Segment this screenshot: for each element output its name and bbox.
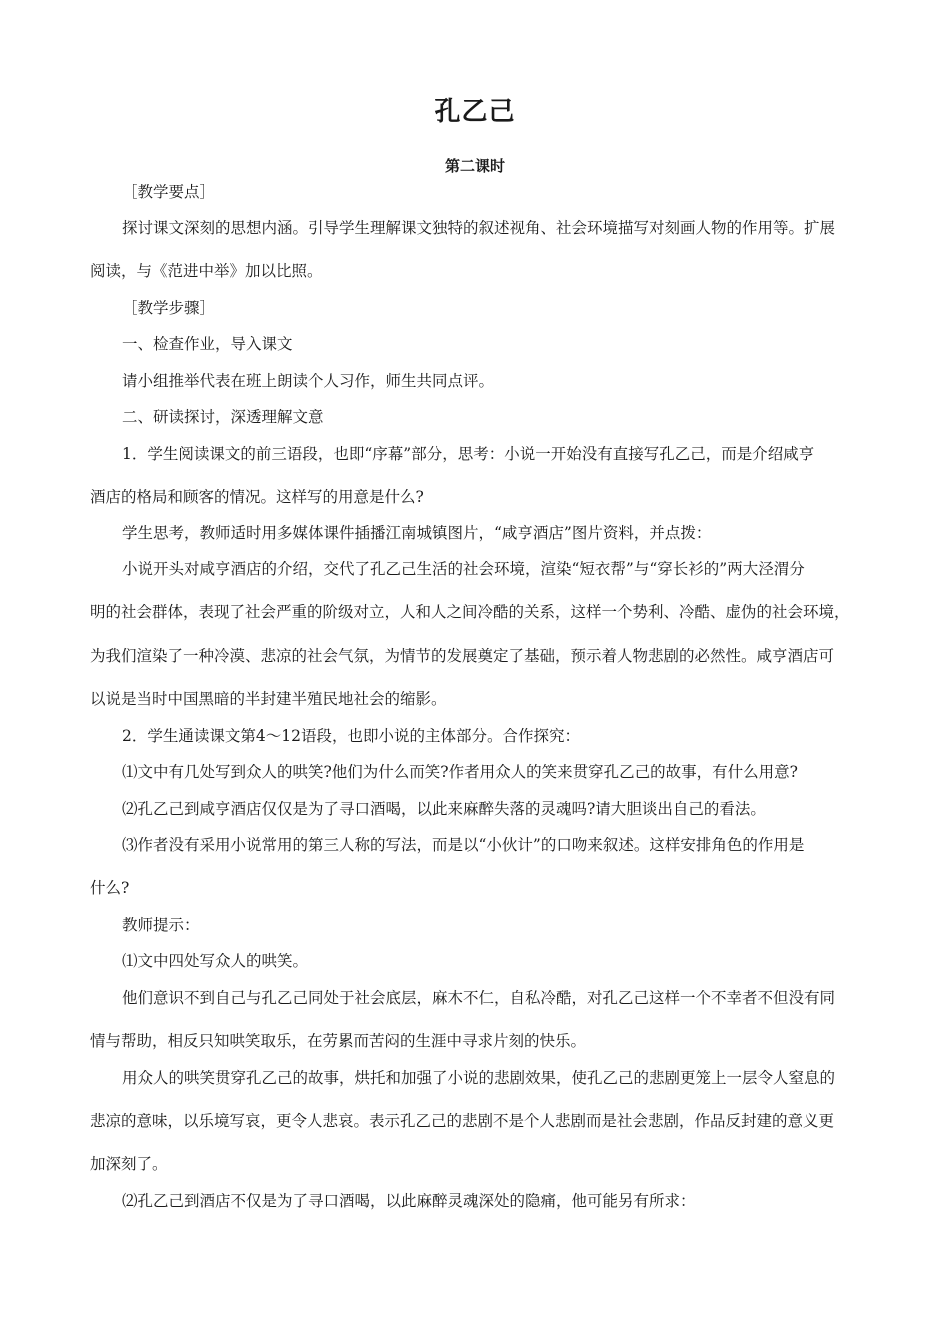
paragraph-line: 悲凉的意味，以乐境写哀，更令人悲哀。表示孔乙己的悲剧不是个人悲剧而是社会悲剧，作品反封建的意义更 — [90, 1112, 835, 1130]
paragraph-line: 请小组推举代表在班上朗读个人习作，师生共同点评。 — [122, 372, 495, 390]
document-subtitle: 第二课时 — [444, 157, 505, 175]
paragraph-line: 明的社会群体，表现了社会严重的阶级对立，人和人之间冷酷的关系，这样一个势利、冷酷、虚伪的社会环境， — [90, 603, 850, 621]
answer-item: ⑵孔乙己到酒店不仅是为了寻口酒喝，以此麻醉灵魂深处的隐痛，他可能另有所求： — [122, 1192, 696, 1210]
paragraph-line: 2．学生通读课文第4～12语段，也即小说的主体部分。合作探究： — [122, 727, 580, 745]
paragraph-line: 酒店的格局和顾客的情况。这样写的用意是什么? — [90, 488, 424, 506]
paragraph-line: 探讨课文深刻的思想内涵。引导学生理解课文独特的叙述视角、社会环境描写对刻画人物的作用等。扩展 — [122, 219, 836, 237]
paragraph-line: 以说是当时中国黑暗的半封建半殖民地社会的缩影。 — [90, 690, 447, 708]
paragraph-line: 教师提示： — [122, 916, 200, 934]
paragraph-line: 为我们渲染了一种冷漠、悲凉的社会气氛，为情节的发展奠定了基础，预示着人物悲剧的必然性。咸亨酒店可 — [90, 647, 835, 665]
document-title: 孔乙己 — [434, 97, 516, 127]
paragraph-line: 1．学生阅读课文的前三语段，也即“序幕”部分，思考：小说一开始没有直接写孔乙己，而是介绍咸亨 — [122, 445, 815, 463]
paragraph-line: 他们意识不到自己与孔乙己同处于社会底层，麻木不仁，自私冷酷，对孔乙己这样一个不幸者不但没有同 — [122, 989, 836, 1007]
question-item: ⑶作者没有采用小说常用的第三人称的写法，而是以“小伙计”的口吻来叙述。这样安排角色的作用是 — [122, 836, 805, 854]
paragraph-line: 用众人的哄笑贯穿孔乙己的故事，烘托和加强了小说的悲剧效果，使孔乙己的悲剧更笼上一层令人窒息的 — [122, 1069, 836, 1087]
paragraph-line: 阅读，与《范进中举》加以比照。 — [90, 262, 323, 280]
paragraph-line: 学生思考，教师适时用多媒体课件插播江南城镇图片，“咸亨酒店”图片资料，并点拨： — [122, 524, 712, 542]
section-heading: ［教学要点］ — [122, 183, 216, 201]
paragraph-line: 什么? — [90, 879, 130, 897]
answer-item: ⑴文中四处写众人的哄笑。 — [122, 952, 309, 970]
section-heading: ［教学步骤］ — [122, 299, 216, 317]
step-heading: 二、研读探讨，深透理解文意 — [122, 408, 324, 426]
paragraph-line: 加深刻了。 — [90, 1155, 168, 1173]
paragraph-line: 小说开头对咸亨酒店的介绍，交代了孔乙己生活的社会环境，渲染“短衣帮”与“穿长衫的”两大泾渭分 — [122, 560, 805, 578]
paragraph-line: 情与帮助，相反只知哄笑取乐，在劳累而苦闷的生涯中寻求片刻的快乐。 — [90, 1032, 587, 1050]
step-heading: 一、检查作业，导入课文 — [122, 335, 293, 353]
question-item: ⑴文中有几处写到众人的哄笑?他们为什么而笑?作者用众人的笑来贯穿孔乙己的故事，有什么用意? — [122, 763, 798, 781]
question-item: ⑵孔乙己到咸亨酒店仅仅是为了寻口酒喝，以此来麻醉失落的灵魂吗?请大胆谈出自己的看法。 — [122, 800, 766, 818]
